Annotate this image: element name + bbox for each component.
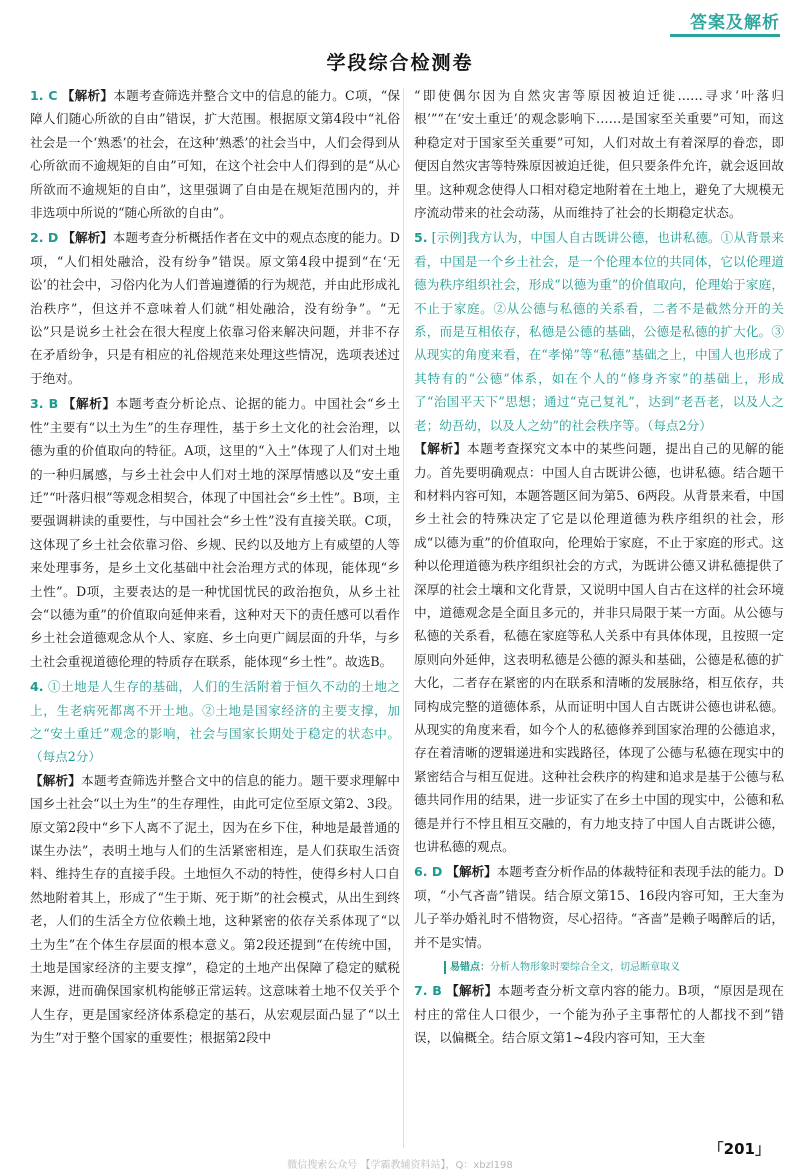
analysis-text: 本题考查分析作品的体裁特征和表现手法的能力。D项，“小气吝啬”错误。结合原文第15、16段内容可知，王大奎为儿子举办婚礼时不惜物资，尽心招待。“吝啬”是赖子喝醉后的话，并不是实情。 <box>414 864 784 950</box>
column-divider <box>403 88 404 1148</box>
answer-item-4 <box>30 675 400 1050</box>
section-tag: 答案及解析 <box>690 13 780 33</box>
analysis-text: 本题考查分析文章内容的能力。B项，“原因是现在村庄的常住人口很少，一个能为孙子主事帮忙的人都找不到”错误，以偏概全。结合原文第1~4段内容可知，王大奎 <box>414 983 785 1046</box>
answer-item-2 <box>30 226 400 390</box>
analysis-tag: 【解析】 <box>445 983 498 999</box>
analysis-text: “即使偶尔因为自然灾害等原因被迫迁徙……寻求‘叶落归根’”“在‘安土重迁’的观念影响下……是国家至关重要”可知，而这种稳定对于国家至关重要”可知，人们对故土有着深厚的眷恋，即便因自然灾害等特殊原因被迫迁徙，但只要条件允许，就会返回故里。这种观念使得人口相对稳定地附着在土地上，避免了大规模无序流动带来的社会动荡，从而维持了社会的长期稳定状态。 <box>414 88 784 221</box>
item-number: 1. C <box>30 88 58 103</box>
item-number: 5. <box>414 230 428 246</box>
analysis-tag: 【解析】 <box>62 230 113 246</box>
section-tag-underline <box>670 34 780 37</box>
answer-item-4-continued <box>414 84 784 224</box>
item-number: 7. B <box>414 983 442 999</box>
answer-item-3 <box>30 392 400 673</box>
left-column <box>30 84 400 1052</box>
error-tip-text: 分析人物形象时要综合全文，切忌断章取义 <box>490 962 680 974</box>
answer-item-5 <box>414 226 784 858</box>
analysis-text: 本题考查分析论点、论据的能力。中国社会“乡土性”主要有“以土为生”的生存理性，基于乡土文化的社会治理，以德为重的价值取向的特征。A项，这里的“入土”体现了人们对土地的一种归属感，与乡土社会中人们对土地的深厚情感以及“安土重迁”“叶落归根”等观念相契合，体现了中国社会“乡土性”。B项，主要强调耕读的重要性，与中国社会“乡土性”没有直接关联。C项，这体现了乡土社会依靠习俗、乡规、民约以及地方上有威望的人等来处理事务，是乡土文化基础中社会治理方式的体现，能体现“乡土性”。D项，主要表达的是一种忧国忧民的政治抱负，从乡土社会“以德为重”的价值取向延伸来看，这种对天下的责任感可以看作乡土社会道德观念从个人、家庭、乡土向更广阔层面的升华，与乡土社会重视道德伦理的特质存在联系，能体现“乡土性”。故选B。 <box>30 396 400 669</box>
item-number: 2. D <box>30 230 59 246</box>
analysis-text: 本题考查筛选并整合文中的信息的能力。题干要求理解中国乡土社会“以土为生”的生存理性，由此可定位至原文第2、3段。原文第2段中“乡下人离不了泥土，因为在乡下住，种地是最普通的谋生办法”，表明土地与人们的生活紧密相连，是人们获取生活资料、维持生存的直接手段。土地恒久不动的特性，使得乡村人口自然地附着其上，形成了“生于斯、死于斯”的社会模式，从出生到终老，人们的生活全方位依赖土地，这种紧密的依存关系体现了“以土为生”在个体生存层面的根本意义。第2段还提到“在传统中国，土地是国家经济的主要支撑”，稳定的土地产出保障了稳定的赋税来源，进而确保国家机构能够正常运转。这意味着土地不仅关乎个人生存，更是国家经济体系稳定的基石，从宏观层面凸显了“以土为生”对于整个国家的重要性；根据第2段中 <box>30 772 401 1046</box>
analysis-tag: 【解析】 <box>414 441 467 457</box>
page-title: 学段综合检测卷 <box>326 52 474 74</box>
reference-answer: [示例]我方认为，中国人自古既讲公德，也讲私德。①从背景来看，中国是一个乡土社会，是一个伦理本位的共同体，它以伦理道德为秩序组织社会，形成“以德为重”的价值取向，伦理始于家庭，不止于家庭。②从公德与私德的关系看，二者不是截然分开的关系，而是互相依存，私德是公德的基础，公德是私德的扩大化。③从现实的角度来看，在“孝悌”等“私德”基础之上，中国人也形成了其特有的“公德”体系，如在个人的“修身齐家”的基础上，形成了“治国平天下”思想；通过“克己复礼”，达到“老吾老，以及人之老；幼吾幼，以及人之幼”的社会秩序等。（每点2分） <box>414 230 784 433</box>
answer-item-7 <box>414 979 784 1049</box>
analysis-tag: 【解析】 <box>446 864 497 880</box>
page-number-value: 201 <box>723 1140 755 1158</box>
analysis-text: 本题考查探究文本中的某些问题，提出自己的见解的能力。首先要明确观点：中国人自古既讲公德，也讲私德。结合题干和材料内容可知，本题答题区间为第5、6两段。从背景来看，中国乡土社会的特殊决定了它是以伦理道德为秩序组织的社会，形成“以德为重”的价值取向，伦理始于家庭，不止于家庭的形式。这种以伦理道德为秩序组织社会的方式，为既讲公德又讲私德提供了深厚的社会土壤和文化背景，又说明中国人自古在这样的社会环境中，道德观念是全面且多元的，并非只局限于某一方面。从公德与私德的关系看，私德在家庭等私人关系中有具体体现，且按照一定原则向外延伸，这表明私德是公德的源头和基础，公德是私德的扩大化，二者存在紧密的内在联系和清晰的发展脉络，相互依存，共同构成完整的道德体系，从而证明中国人自古既讲公德也讲私德。从现实的角度来看，如今个人的私德修养到国家治理的公德追求，存在着清晰的逻辑递进和实践路径，体现了公德与私德在现实中的紧密结合与相互促进。这种社会秩序的构建和追求是基于公德与私德共同作用的结果，进一步证实了在乡土中国的现实中，公德和私德是并行不悖且相互交融的，有力地支持了中国人自古既讲公德，也讲私德的观点。 <box>414 441 785 854</box>
item-number: 4. <box>30 679 44 695</box>
watermark: 微信搜索公众号 【学霸教辅资料站】，Q：xbzl198 <box>287 1160 513 1171</box>
item-number: 3. B <box>30 396 59 412</box>
answer-item-1 <box>30 84 400 224</box>
analysis-tag: 【解析】 <box>62 396 116 412</box>
analysis-text: 本题考查分析概括作者在文中的观点态度的能力。D项，“人们相处融洽，没有纷争”错误。原文第4段中提到“在‘无讼’的社会中，习俗内化为人们普遍遵循的行为规范，并由此形成礼治秩序”，但这并不意味着人们就“相处融洽，没有纷争”。“无讼”只是说乡土社会在很大程度上依靠习俗来解决问题，并非不存在矛盾纷争，只是有相应的礼俗规范来处理这些情况，选项表述过于绝对。 <box>30 230 400 386</box>
analysis-text: 本题考查筛选并整合文中的信息的能力。C项，“保障人们随心所欲的自由”错误，扩大范围。根据原文第4段中“礼俗社会是一个‘熟悉’的社会，在这种‘熟悉’的社会当中，人们会得到从心所欲而不逾规矩的自由”可知，在这个社会中人们得到的是“从心所欲而不逾规矩的自由”，这里强调了自由是在规矩范围内的，并非选项中所说的“随心所欲的自由”。 <box>30 88 401 221</box>
reference-answer: ①土地是人生存的基础，人们的生活附着于恒久不动的土地之上，生老病死都离不开土地。②土地是国家经济的主要支撑，加之“安土重迁”观念的影响，社会与国家长期处于稳定的状态中。（每点2分） <box>30 679 400 765</box>
answer-item-6 <box>414 860 784 977</box>
analysis-tag: 【解析】 <box>61 88 114 103</box>
page-number: 「201」 <box>708 1140 770 1158</box>
right-column <box>414 84 784 1052</box>
header-bar <box>0 0 800 44</box>
error-tip-label: 易错点： <box>450 962 490 974</box>
error-tip <box>444 961 680 974</box>
item-number: 6. D <box>414 864 443 880</box>
analysis-tag: 【解析】 <box>30 772 82 788</box>
